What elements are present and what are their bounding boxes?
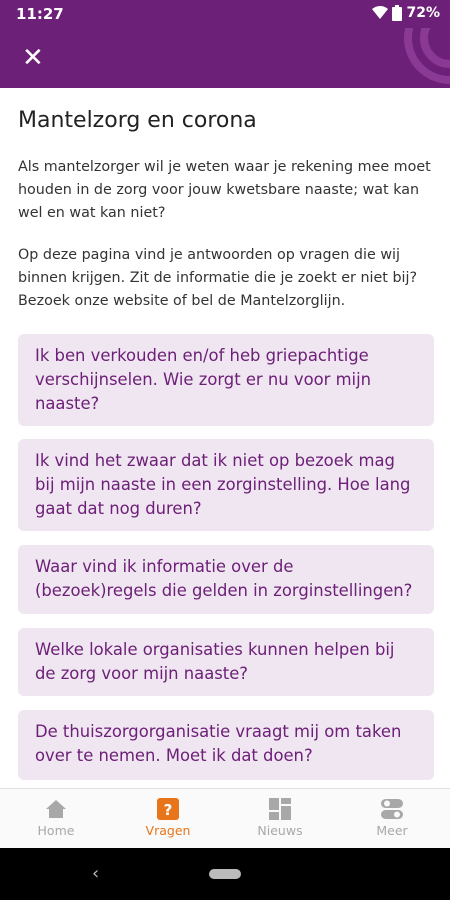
question-card[interactable]: Ik vind het zwaar dat ik niet op bezoek mag bij mijn naaste in een zorginstelling. Hoe lang gaat dat nog duren?: [18, 439, 434, 531]
system-nav-bar: [0, 848, 450, 900]
svg-text:?: ?: [163, 801, 173, 819]
tab-meer-label: Meer: [376, 823, 408, 838]
close-button[interactable]: [22, 42, 58, 74]
battery-icon: [392, 5, 402, 21]
brand-swirl-icon: [390, 28, 450, 88]
status-icons: [372, 5, 440, 21]
question-card[interactable]: Waar vind ik informatie over de (bezoek)regels die gelden in zorginstellingen?: [18, 545, 434, 614]
intro-paragraph-1: Als mantelzorger wil je weten waar je rekening mee moet houden in de zorg voor jouw kwetsbare naaste; wat kan wel en wat kan niet?: [18, 159, 431, 221]
tab-vragen-label: Vragen: [145, 823, 191, 838]
home-pill[interactable]: [209, 869, 241, 879]
question-icon: [157, 798, 179, 820]
wifi-icon: [372, 6, 388, 20]
news-icon: [269, 798, 291, 820]
tab-home-label: Home: [37, 823, 75, 838]
status-bar: [0, 0, 450, 28]
question-card[interactable]: Welke lokale organisaties kunnen helpen bij de zorg voor mijn naaste?: [18, 628, 434, 696]
question-card[interactable]: De thuiszorgorganisatie vraagt mij om taken over te nemen. Moet ik dat doen?: [18, 710, 434, 780]
tab-vragen[interactable]: [112, 789, 224, 849]
tab-nieuws[interactable]: [224, 789, 336, 849]
home-icon: [45, 798, 67, 820]
app-bar: [0, 28, 450, 88]
page-title: Mantelzorg en corona: [18, 108, 257, 133]
tab-home[interactable]: [0, 789, 112, 849]
main-content: [0, 88, 450, 788]
back-chevron-icon[interactable]: ‹: [92, 863, 100, 884]
battery-percentage: 72%: [406, 5, 440, 21]
more-toggle-icon: [381, 798, 403, 820]
bottom-tab-bar: [0, 788, 450, 849]
tab-meer[interactable]: [336, 789, 448, 849]
status-time: 11:27: [16, 5, 64, 23]
intro-paragraph-2: Op deze pagina vind je antwoorden op vragen die wij binnen krijgen. Zit de informatie die je zoekt er niet bij? Bezoek onze website of bel de Mantelzorglijn.: [18, 247, 418, 309]
question-card[interactable]: Ik ben verkouden en/of heb griepachtige verschijnselen. Wie zorgt er nu voor mijn naaste?: [18, 334, 434, 426]
tab-nieuws-label: Nieuws: [257, 823, 303, 838]
close-icon: ✕: [22, 43, 44, 73]
